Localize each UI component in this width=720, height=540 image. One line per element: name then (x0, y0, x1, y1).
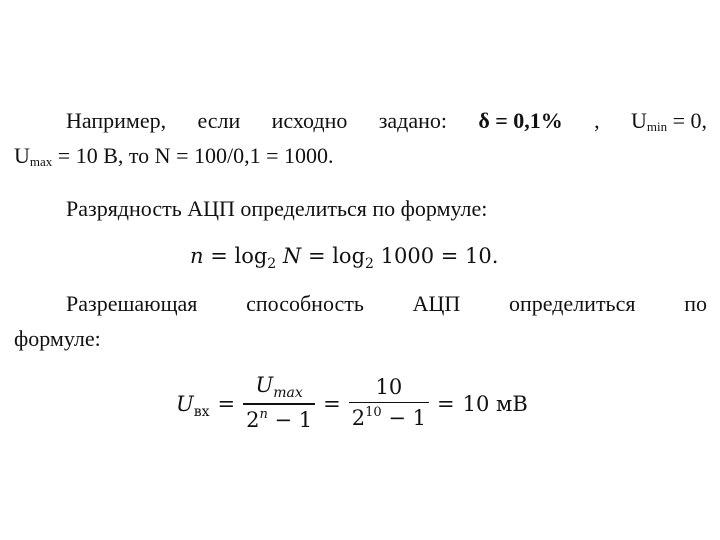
word: если (197, 108, 241, 133)
fraction-10-over-2-10 (349, 372, 429, 438)
numerator-subscript: max (273, 385, 303, 401)
fraction-umax-over-2n (243, 370, 315, 439)
fraction-numerator: 10 (375, 374, 403, 399)
paragraph-2-text: Разрядность АЦП определиться по формуле: (66, 196, 488, 221)
umin-expression (631, 108, 707, 137)
denominator-tail: − 1 (381, 406, 426, 430)
word: определиться (508, 291, 636, 316)
paragraph-3-line-1 (66, 291, 707, 317)
delta-expression: δ = 0,1% (478, 108, 563, 133)
formula-U-subscript: вх (193, 404, 210, 421)
denominator-exponent: n (259, 406, 268, 422)
formula-result: 10 мВ (462, 392, 528, 417)
formula-bit-depth (190, 243, 498, 272)
formula-U: U (176, 392, 194, 417)
denominator-base: 2 (246, 407, 260, 432)
word: по (684, 291, 707, 316)
paragraph-2 (66, 196, 487, 222)
equals-sign: = (323, 392, 341, 417)
umax-subscript: max (29, 154, 53, 169)
fraction-numerator (253, 370, 306, 403)
umin-symbol: U (630, 108, 647, 133)
umin-value: = 0, (672, 108, 707, 133)
formula-resolution (176, 370, 528, 439)
umin-subscript: min (646, 119, 668, 134)
denominator-exponent: 10 (365, 405, 382, 420)
word: способность (246, 291, 364, 316)
numerator-U: U (255, 373, 274, 397)
equals-sign: = (217, 392, 236, 417)
formula-log-1: = log (203, 244, 268, 268)
umax-symbol: U (14, 143, 30, 168)
word: задано: (378, 108, 447, 133)
formula-log-2: = log (301, 244, 366, 268)
word: исходно (271, 108, 348, 133)
word: АЦП (412, 291, 461, 316)
fraction-denominator (349, 403, 429, 437)
formula-U-input (176, 392, 210, 421)
paragraph-1-line-2 (14, 143, 334, 172)
paragraph-1-line-1 (66, 108, 707, 137)
denominator-base: 2 (351, 406, 366, 430)
paragraph-3-line-2 (14, 326, 101, 352)
comma: , (594, 108, 600, 133)
formula-n: n (190, 244, 204, 268)
paragraph-1-rest: = 10 В, то N = 100/0,1 = 1000. (57, 143, 334, 168)
formula-log-base-2: 2 (365, 256, 374, 272)
fraction-denominator (243, 405, 315, 439)
formula-tail: 1000 = 10. (373, 244, 499, 268)
formula-log-base-1: 2 (267, 256, 277, 272)
paragraph-3-line-2-text: формуле: (14, 326, 101, 351)
formula-N: N (276, 244, 302, 268)
word: Разрешающая (66, 291, 198, 316)
equals-sign: = (437, 392, 455, 417)
word: Например, (66, 108, 167, 133)
denominator-tail: − 1 (267, 407, 313, 432)
